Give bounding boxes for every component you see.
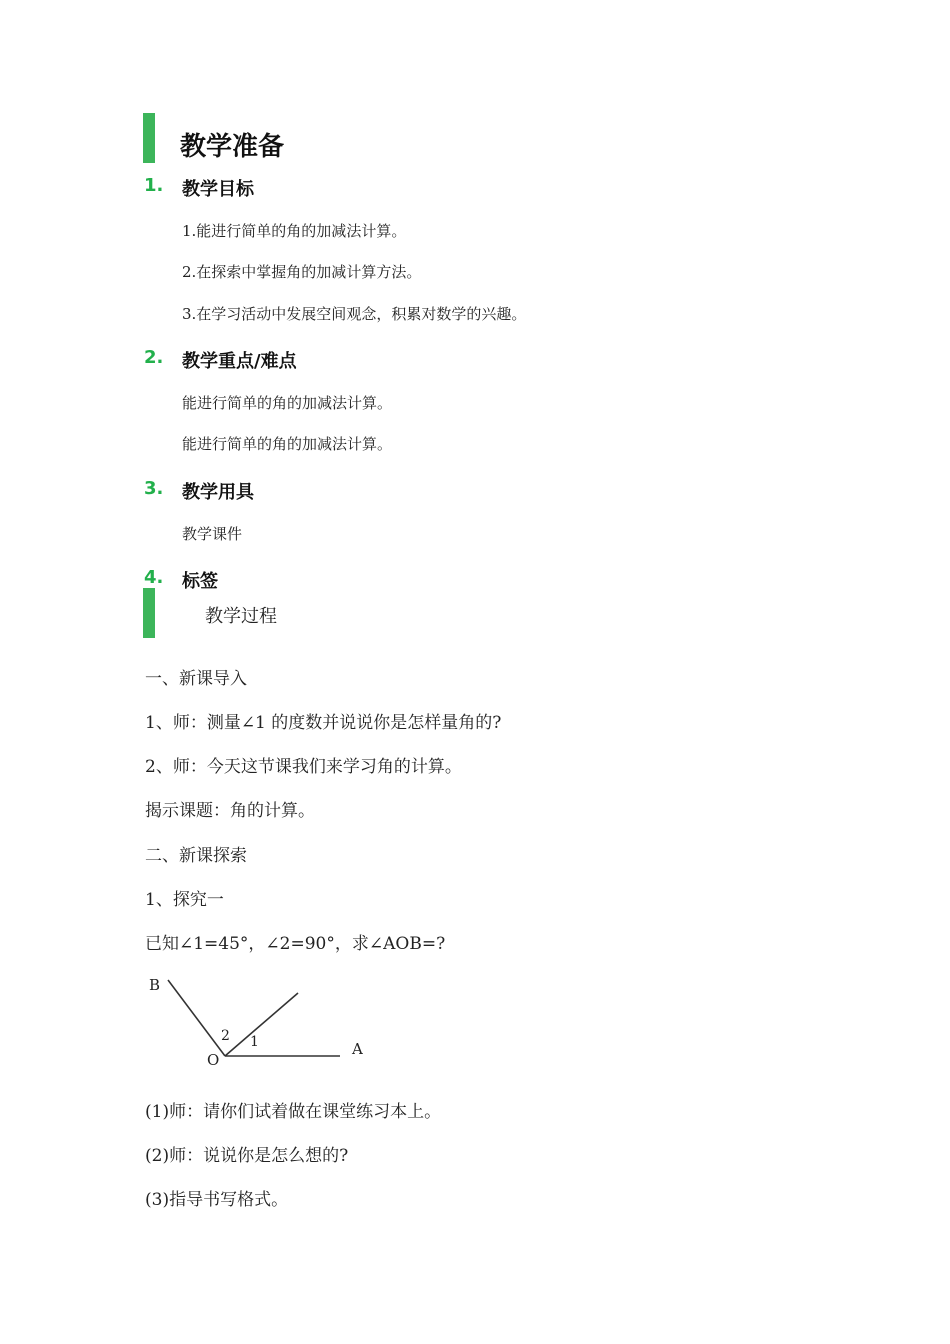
section-2-item-2: 能进行简单的角的加减法计算。 xyxy=(182,435,393,453)
process-line-3: 2、师：今天这节课我们来学习角的计算。 xyxy=(145,757,462,777)
label-a: A xyxy=(352,1040,363,1058)
section-3-item-1: 教学课件 xyxy=(182,525,243,543)
process-accent-bar xyxy=(143,588,155,638)
angle-diagram xyxy=(140,968,380,1072)
heading-accent-bar xyxy=(143,113,155,163)
ray-ob xyxy=(168,980,225,1056)
process-title: 教学过程 xyxy=(205,606,277,627)
section-2-item-1: 能进行简单的角的加减法计算。 xyxy=(182,394,393,412)
section-1-title: 教学目标 xyxy=(182,179,254,200)
process-line-5: 二、新课探索 xyxy=(145,846,247,866)
section-3-number: 3. xyxy=(144,478,164,499)
section-2-title: 教学重点/难点 xyxy=(182,351,297,372)
process-line-6: 1、探究一 xyxy=(145,890,224,910)
process-line-1: 一、新课导入 xyxy=(145,669,247,689)
section-4-number: 4. xyxy=(144,567,164,588)
section-3-title: 教学用具 xyxy=(182,482,254,503)
section-1-item-1: 1.能进行简单的角的加减法计算。 xyxy=(182,222,407,240)
label-angle-2: 2 xyxy=(221,1028,230,1044)
process-line-7: 已知∠1=45°，∠2=90°，求∠AOB=? xyxy=(145,934,446,954)
section-1-item-2: 2.在探索中掌握角的加减计算方法。 xyxy=(182,263,422,281)
label-o: O xyxy=(207,1051,220,1069)
section-1-item-3: 3.在学习活动中发展空间观念，积累对数学的兴趣。 xyxy=(182,305,527,323)
label-b: B xyxy=(149,976,161,994)
page-title: 教学准备 xyxy=(180,132,285,162)
section-4-title: 标签 xyxy=(182,571,218,592)
process-step-2: (2)师：说说你是怎么想的? xyxy=(145,1146,349,1166)
process-line-2: 1、师：测量∠1 的度数并说说你是怎样量角的? xyxy=(145,713,502,733)
section-1-number: 1. xyxy=(144,175,164,196)
process-step-1: (1)师：请你们试着做在课堂练习本上。 xyxy=(145,1102,442,1122)
label-angle-1: 1 xyxy=(250,1034,259,1050)
process-line-4: 揭示课题：角的计算。 xyxy=(145,801,315,821)
process-step-3: (3)指导书写格式。 xyxy=(145,1190,289,1210)
section-2-number: 2. xyxy=(144,347,164,368)
ray-middle xyxy=(225,993,298,1056)
